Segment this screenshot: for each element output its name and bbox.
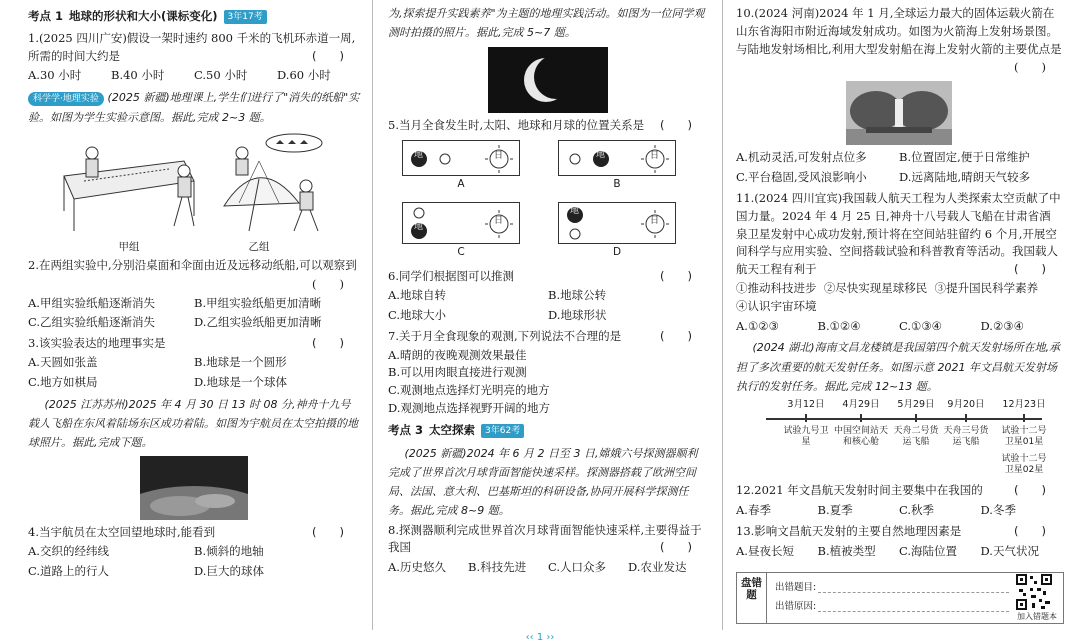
qr-code-icon[interactable] [1015,573,1053,611]
section-tag: 3年62考 [481,424,524,438]
question-3-options: A.天圆如张盖 B.地球是一个圆形 C.地方如棋局 D.地球是一个球体 [28,355,287,389]
question-7: 7.关于月全食现象的观测,下列说法不合理的是 ( ) [388,328,692,343]
question-3: 3.该实验表达的地理事实是 ( ) [28,336,344,351]
question-10-options: A.机动灵活,可发射点位多 B.位置固定,便于日常维护 C.平台稳固,受风浪影响小 D.远离陆地,晴朗天气较多 [736,150,1031,185]
question-13-options: A.昼夜长短 B.植被类型 C.海陆位置 D.天气状况 [736,543,1039,558]
question-12: 12.2021 年文昌航天发射时间主要集中在我国的 ( ) [736,483,1046,498]
question-12-options: A.春季 B.夏季 C.秋季 D.冬季 [736,502,1016,517]
section-3-heading: 考点 3 太空探索 3年62考 [388,422,708,440]
intro-5-7: 为,探索提升实践素养"为主题的地理实践活动。如图为一位同学观测时拍摄的照片。据此,完成 5~7 题。 [388,7,705,40]
section-1-heading: 考点 1 地球的形状和大小(课标变化) 3年17考 [28,8,360,26]
lunar-eclipse-photo [388,47,708,113]
question-13: 13.影响文昌航天发射的主要自然地理因素是 ( ) [736,523,1046,538]
question-11-items: ①推动科技进步 ②尽快实现星球移民 ③提升国民科学素养 [736,280,1039,295]
question-6-options: A.地球自转 B.地球公转 C.地球大小 D.地球形状 [388,288,607,322]
error-question-field[interactable] [818,581,1009,593]
question-1: 1.(2025 四川广安)假设一架时速约 800 千米的飞机环赤道一周,所需的时间大约是 ( ) [28,30,356,63]
intro-2-3: 科学学·地理实验 (2025 新疆)地理课上,学生们进行了"消失的纸船"实验。如图为学生实验示意图。据此,完成 2~3 题。 [28,91,360,124]
page-number: ‹‹ 1 ›› [525,632,555,643]
diagram-a[interactable]: 地 日 [402,140,520,176]
question-1-options: A.30 小时 B.40 小时 C.50 小时 D.60 小时 [28,68,331,83]
question-4-options: A.交织的经纬线 B.倾斜的地轴 C.道路上的行人 D.巨大的球体 [28,544,264,579]
error-review-title: 盘错题 [737,573,767,623]
qr-block[interactable]: 加入错题本 [1015,573,1059,623]
question-8-options: A.历史悠久 B.科技先进 C.人口众多 D.农业发达 [388,560,687,575]
intro-12-13: (2024 湖北)海南文昌龙楼镇是我国第四个航天发射场所在地,承担了多次重要的航天发射任务。如图示意 2021 年文昌航天发射场执行的发射任务。据此,完成 12~13 题。 [736,341,1061,393]
question-11-options: A.①②③ B.①②④ C.①③④ D.②③④ [736,318,1024,333]
error-reason-field[interactable] [818,600,1009,612]
diagram-b[interactable]: 地 日 [558,140,676,176]
launch-timeline: 3月12日 4月29日 5月29日 9月20日 12月23日 试验九号卫星 中国空间站天和核心舱 天舟二号货运飞船 天舟三号货运飞船 试验十二号卫星01星 试验十二号卫星02星 [736,398,1062,480]
question-6: 6.同学们根据图可以推测 ( ) [388,269,692,284]
eclipse-diagrams: 地 日 A 地 日 B 地 日 C 地 日 D [388,138,708,262]
question-2-options: A.甲组实验纸船逐渐消失 B.甲组实验纸船更加清晰 C.乙组实验纸船逐渐消失 D.乙组实验纸船更加清晰 [28,295,322,330]
question-2: 2.在两组实验中,分别沿桌面和伞面由近及远移动纸船,可以观察到 [28,258,357,273]
section-tag: 3年17考 [224,10,267,24]
diagram-d[interactable]: 地 日 [558,202,676,244]
question-8: 8.探测器顺利完成世界首次月球背面智能快速采样,主要得益于我国 ( ) [388,522,702,555]
question-5: 5.当月全食发生时,太阳、地球和月球的位置关系是 ( ) [388,117,692,132]
column-1: 考点 1 地球的形状和大小(课标变化) 3年17考 1.(2025 四川广安)假设一架时速约 800 千米的飞机环赤道一周,所需的时间大约是 ( ) A.30 小时 B.40 小时 C.50 小时 D.60 小时 科学学·地理实验 (2025 新疆)地理课上,学生们进行了"消失的纸船"实验。如图为学生实验示意图。据此,完成 2~3 题。 甲组 乙组 2.在两组实验中,分别沿桌面和伞面由近及远移动纸船,可以观察到 ( ) A.甲组实验纸船逐渐消失 B.甲组实验纸船更加清晰 C.乙组实验纸船逐渐消失 D.乙组实验纸船更加清晰 3.该实验表达的地理事实是 ( ) A.天圆如张盖 B.地球是一个圆形 C.地方如棋局 D.地球是一个球体 (2025 江苏苏州)2025 年 4 月 30 日 13 时 08 分,神舟十九号载人飞船在东风着陆场东区成功着陆。如图为宇航员在太空拍摄的地球照片。据此,完成下题。 4.当宇航员在太空回望地球时,能看到 ( ) A.交织的经纬线 B.倾斜的地轴 C.道路上的行人 D.巨大的球体 [18,0,370,630]
experiment-badge: 科学学·地理实验 [28,92,104,106]
question-4: 4.当宇航员在太空回望地球时,能看到 ( ) [28,525,344,540]
rocket-launch-photo [736,81,1062,145]
intro-4: (2025 江苏苏州)2025 年 4 月 30 日 13 时 08 分,神舟十九号载人飞船在东风着陆场东区成功着陆。如图为宇航员在太空拍摄的地球照片。据此,完成下题。 [28,397,358,450]
column-divider [372,0,373,630]
column-divider [722,0,723,630]
figure-labels: 甲组 乙组 [118,240,270,253]
intro-8-9: (2025 新疆)2024 年 6 月 2 日至 3 日,嫦娥六号探测器顺利完成了世界首次月球背面智能快速采样。探测器搭载了欧洲空间局、法国、意大利、巴基斯坦的科研设备,协同开展科学探测任务。据此,完成 8~9 题。 [388,446,698,518]
column-2: 为,探索提升实践素养"为主题的地理实践活动。如图为一位同学观测时拍摄的照片。据此,完成 5~7 题。 5.当月全食发生时,太阳、地球和月球的位置关系是 ( ) 地 日 A 地 日 B 地 日 C 地 日 D 6.同学们根据图可以推测 ( ) A.地球自转 B.地球公转 C.地球大小 D.地球形状 7.关于月全食现象的观测,下列说法不合理的是 ( ) A.晴朗的夜晚观测效果最佳 B.可以用肉眼直接进行观测 C.观测地点选择灯光明亮的地方 D.观测地点选择视野开阔的地方 考点 3 太空探索 3年62考 (2025 新疆)2024 年 6 月 2 日至 3 日,嫦娥六号探测器顺利完成了世界首次月球背面智能快速采样。探测器搭载了欧洲空间局、法国、意大利、巴基斯坦的科研设备,协同开展科学探测任务。据此,完成 8~9 题。 8.探测器顺利完成世界首次月球背面智能快速采样,主要得益于我国 ( ) A.历史悠久 B.科技先进 C.人口众多 D.农业发达 [378,0,718,630]
experiment-figure [28,131,360,241]
column-3: 10.(2024 河南)2024 年 1 月,全球运力最大的固体运载火箭在山东省海阳市附近海域发射成功。如图为火箭海上发射场景图。与陆地发射场相比,利用大型发射船在海上发射火箭的主要优点是 ( ) A.机动灵活,可发射点位多 B.位置固定,便于日常维护 C.平台稳固,受风浪影响小 D.远离陆地,晴朗天气较多 11.(2024 四川宜宾)我国载人航天工程为人类探索太空贡献了中国力量。2024 年 4 月 25 日,神舟十八号载人飞船在甘肃省酒泉卫星发射中心成功发射,预计将在空间站驻留约 6 个月,开展空间科学与应用实验、空间搭载试验和科普教育等活动。我国载人航天工程有利于 ( ) ①推动科技进步 ②尽快实现星球移民 ③提升国民科学素养 ④认识宇宙环境 A.①②③ B.①②④ C.①③④ D.②③④ (2024 湖北)海南文昌龙楼镇是我国第四个航天发射场所在地,承担了多次重要的航天发射任务。如图示意 2021 年文昌航天发射场执行的发射任务。据此,完成 12~13 题。 3月12日 4月29日 5月29日 9月20日 12月23日 试验九号卫星 中国空间站天和核心舱 天舟二号货运飞船 天舟三号货运飞船 试验十二号卫星01星 试验十二号卫星02星 12.2021 年文昌航天发射时间主要集中在我国的 ( ) A.春季 B.夏季 C.秋季 D.冬季 13.影响文昌航天发射的主要自然地理因素是 ( ) A.昼夜长短 B.植被类型 C.海陆位置 D.天气状况 [726,0,1072,630]
question-11: 11.(2024 四川宜宾)我国载人航天工程为人类探索太空贡献了中国力量。2024 年 4 月 25 日,神舟十八号载人飞船在甘肃省酒泉卫星发射中心成功发射,预计将在空间站驻留约 6 个月,开展空间科学与应用实验、空间搭载试验和科普教育等活动。我国载人航天工程有利于 ( ) [736,190,1061,277]
earth-photo [28,456,360,520]
diagram-c[interactable]: 地 日 [402,202,520,244]
question-10: 10.(2024 河南)2024 年 1 月,全球运力最大的固体运载火箭在山东省海阳市附近海域发射成功。如图为火箭海上发射场景图。与陆地发射场相比,利用大型发射船在海上发射火箭的主要优点是 [736,6,1062,56]
error-review-box: 盘错题 出错题目: 出错原因: 加入错题本 [736,572,1064,624]
